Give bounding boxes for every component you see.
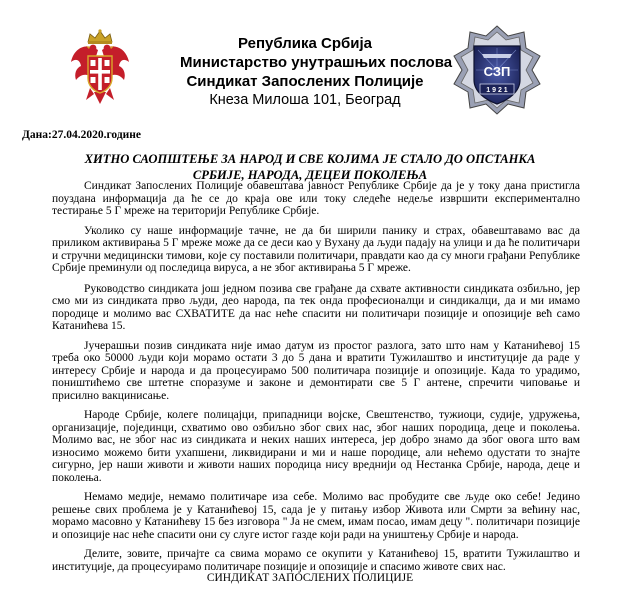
serbian-coat-of-arms-icon (68, 28, 132, 108)
signature: СИНДИКАТ ЗАПОСЛЕНИХ ПОЛИЦИЈЕ (206, 572, 414, 584)
document-body (52, 180, 580, 580)
header-union: Синдикат Запослених Полиције (186, 73, 424, 90)
badge-text: СЗП (483, 64, 511, 79)
paragraph-7: Делите, зовите, причајте са свима морамо се окупити у Катанићевој 15, вратити Тужилаштво и институције, да процесуирамо политичаре позиције и опозиције и спасимо животе свих нас. (52, 548, 580, 573)
title-line-2: СРБИЈЕ, НАРОДА, ДЕЦЕИ ПОКОЛЕЊА (192, 168, 428, 182)
paragraph-2: Уколико су наше информације тачне, не да би ширили панику и страх, обавештавамо вас да приликом активирања 5 Г мреже може да се деси као у Вухану да људи падају на улици и да ће политичари и стручни медицински тимови, које су поставили политичари, правдати као да су многи грађани Републике Србије преминули од последица вируса, а не због активирања 5 Г мреже. (52, 224, 580, 274)
title-line-1: ХИТНО САОПШТЕЊЕ ЗА НАРОД И СВЕ КОЈИМА ЈЕ СТАЛО ДО ОПСТАНКА (84, 152, 536, 166)
header-republic: Република Србија (237, 35, 373, 52)
police-union-badge-icon (452, 24, 542, 116)
header-address: Кнеза Милоша 101, Београд (209, 92, 401, 108)
paragraph-3: Руководство синдиката још једном позива све грађане да схвате активности синдиката озбиљно, јер смо ми из синдиката прво људи, део народа, па тек онда професионалци и синдикалци, да и ми имамо породице и молимо вас СХВАТИТЕ да нас неће спасити ни политичари позиције и опозиције већ само Катанићева 15. (52, 282, 580, 332)
paragraph-4: Јучерашњи позив синдиката није имао датум из простог разлога, зато што нам у Катанићевој 15 треба око 50000 људи који морамо остати 3 до 5 дана и вратити Тужилаштво и институције да раде у интересу Србије и народа и да процесуирамо 500 политичара позиције и опозиције. Када то урадимо, поништићемо све штетне споразуме и законе и демонтирати све 5 Г антене, спречити чиповање и присилно вакцинисање. (52, 339, 580, 402)
header-ministry: Министарство унутрашњих послова (180, 54, 453, 71)
letterhead (180, 34, 453, 110)
paragraph-5: Народе Србије, колеге полицајци, припадници војске, Свештенство, тужиоци, судије, удружења, организације, појединци, схватимо ово озбиљно због свих нас, због наших породица, деце и поколења. Молимо вас, не због нас из синдиката и неких наших интереса, јер добро знамо да због овога што вам износимо можемо бити ухапшени, ликвидирани и ми и наше породице, али нећемо одустати то знајте сигурно, јер наши животи и животи наших породица нису вреднији од Нестанка Србије, народа, деце и поколења. (52, 409, 580, 484)
document-date: Дана:27.04.2020.године (22, 129, 142, 141)
badge-year: 1 9 2 1 (486, 87, 508, 94)
document-title (20, 151, 600, 183)
paragraph-6: Немамо медије, немамо политичаре иза себе. Молимо вас пробудите све људе око себе! Једино решење свих проблема је у Катанићевој 15, сада је у питању избор Живота или Смрти за већину нас, морамо масовно у Катанићеву 15 без изговора " Ја не смем, имам посао, имам децу ". политичари позиције и опозиције нас неће спасити они су слуге истог газде који ради на уништењу Србије и народа. (52, 491, 580, 541)
paragraph-1: Синдикат Запослених Полиције обавештава јавност Републике Србије да је у току дана пристигла поуздана информација да ће се до краја ове или току следеће недеље извршити експериментално тестирање 5 Г мреже на територији Републике Србије. (52, 180, 580, 217)
